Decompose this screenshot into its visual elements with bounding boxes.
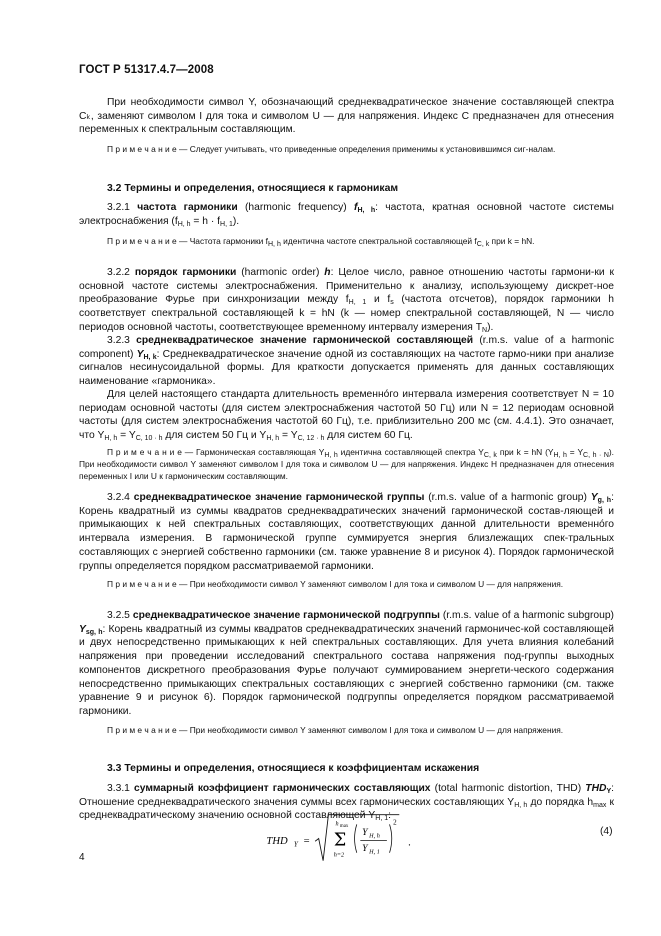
term-3-2-2-definition-2: и f	[366, 294, 391, 306]
std-c: для систем 50 Гц и Y	[162, 430, 267, 442]
sub-H1: H, 1	[220, 220, 233, 228]
left-paren	[355, 824, 357, 852]
term-3-2-4	[79, 491, 614, 573]
intro-paragraph: При необходимости символ Y, обозначающий среднеквадратическое значение составляющей спектра Cₖ, заменяют символом I для тока и символом U — для напряжения. Индекс C предназначен для отнесения переменных к спектральным составляющим.	[79, 97, 614, 136]
term-3-2-1-name: частота гармоники	[137, 202, 238, 213]
sub-Hh-6: H, h	[553, 452, 567, 459]
std-b: = Y	[117, 430, 136, 442]
term-3-3-1-symbol: THD	[585, 783, 607, 794]
term-3-3-1-definition-3: к среднеквадратическому значению основной составляющей Y	[79, 796, 615, 822]
term-3-2-1-english: (harmonic frequency)	[244, 202, 347, 213]
term-3-2-2-definition-3: (частота отсчетов), порядок гармоники h соответствует спектральной составляющей k = hN (k — номер спектральной составляющей, N — число периодов основной частоты, соответствующее временному интервалу измерения T	[79, 294, 614, 333]
term-3-2-2-symbol: h	[324, 267, 331, 278]
fraction-numerator: Y	[362, 827, 368, 839]
page-number: 4	[79, 852, 85, 863]
term-3-2-1-definition-2: = h · f	[190, 215, 221, 227]
sub-CkN: C, h · N	[583, 452, 609, 459]
formula-lhs-sub: Y	[293, 840, 298, 849]
fraction-denominator-sub: H, 1	[369, 848, 380, 856]
fraction-numerator-sub: H, h	[369, 832, 380, 840]
term-3-2-5-definition: : Корень квадратный из суммы квадратов среднеквадратических значений гармоничес-кой составляющей и двух непосредственно примыкающих к ней спектральных составляющих. Для учета влияния колебаний напряжения при проведении исследований спектрального состава напряжения под-группы выходных компонентов дискретного преобразования Фурье получают суммированием энергети-ческого содержания непосредственно примыкающих спектральных составляющих с энергией собственно гармоники (см. также уравнение 9 и рисунок 6). Порядок гармонической подгруппы определяется порядком рассматриваемой гармоники.	[79, 623, 614, 717]
term-3-3-1-definition: : Отношение среднеквадратического значения суммы всех гармонических составляющих Y	[79, 783, 614, 808]
term-3-2-1-number: 3.2.1	[107, 202, 130, 213]
sum-sign: Σ	[333, 830, 347, 851]
equation-number: (4)	[600, 826, 613, 837]
term-3-2-5	[79, 609, 614, 719]
sub-Hh: H, h	[177, 220, 191, 228]
sub-Hh-4: H, h	[266, 435, 280, 443]
sub-H1-2: H, 1	[348, 299, 367, 307]
sub-max: max	[593, 801, 607, 809]
term-3-2-2-english: (harmonic order)	[241, 267, 320, 278]
term-3-2-4-name: среднеквадратическое значение гармонической группы	[133, 492, 425, 503]
page-header: ГОСТ Р 51317.4.7—2008	[79, 64, 214, 76]
standard-duration-paragraph	[79, 388, 614, 443]
formula-lhs: THD	[266, 835, 288, 847]
note-3-2-1-c: при k = hN.	[489, 236, 535, 246]
term-3-2-3-definition: : Среднеквадратическое значение одной из составляющих на частоте гармо-ники при анализе сигналов несинусоидальной формы. Для краткости допускается применять для данных составляющих наименование «гармоника».	[79, 348, 614, 388]
term-3-2-3-number: 3.2.3	[107, 335, 130, 346]
term-3-2-2-number: 3.2.2	[107, 267, 130, 278]
fraction-denominator: Y	[362, 842, 368, 854]
note-3-2-1-b: идентична частоте спектральной составляющей f	[280, 236, 477, 246]
sub-Ck-2: C, k	[483, 452, 497, 459]
term-3-2-3-symbol-sub: H, k	[143, 353, 157, 361]
nh-a: П р и м е ч а н и е — Гармоническая составляющая Y	[107, 447, 325, 457]
intro-note: П р и м е ч а н и е — Следует учитывать, что приведенные определения применимы к установившимся сиг-налам.	[107, 144, 556, 154]
term-3-2-1-definition-3: ).	[232, 215, 240, 227]
std-d: = Y	[279, 430, 298, 442]
term-3-2-5-number: 3.2.5	[107, 610, 130, 621]
term-3-3-1-name: суммарный коэффициент гармонических составляющих	[134, 783, 431, 794]
term-3-2-4-definition: : Корень квадратный из суммы квадратов среднеквадратических значений гармонической состав-ляющей и примыкающих к ней спектральных составляющих, соответствующих данной длительности временно́го интервала измерения. В гармонической группе суммируется энергия близлежащих спек-тральных составляющих с энергией собственно гармоники (см. также уравнение 8 и рисунок 4). Порядок гармонической группы определяется порядком рассматриваемой гармоники.	[79, 492, 614, 572]
section-3-2-heading: 3.2 Термины и определения, относящиеся к гармоникам	[107, 183, 399, 194]
std-e: для систем 60 Гц.	[324, 430, 413, 442]
term-3-2-4-symbol: Y	[590, 492, 598, 503]
term-3-2-2-definition-4: ).	[487, 321, 494, 333]
sub-Hh-2: H, h	[268, 241, 281, 248]
term-3-2-4-number: 3.2.4	[107, 492, 130, 503]
right-paren	[390, 824, 392, 852]
term-3-2-1-definition: : частота, кратная основной частоте системы электроснабжения (f	[79, 202, 614, 227]
term-3-2-5-english: (r.m.s. value of a harmonic subgroup)	[442, 610, 614, 621]
term-3-2-4-symbol-sub: g, h	[597, 497, 612, 504]
sum-upper-sub: max	[339, 824, 349, 830]
sum-lower: h=2	[333, 851, 345, 859]
term-3-2-5-note: П р и м е ч а н и е — При необходимости символ Y заменяют символом I для тока и символом U — для напряжения.	[107, 725, 564, 735]
sqrt-sign	[315, 815, 399, 861]
sub-H1-3: H, 1	[375, 815, 389, 823]
term-3-2-3-symbol: Y	[136, 348, 144, 360]
term-3-2-3	[79, 334, 614, 389]
term-3-2-3-english: (r.m.s. value of a harmonic component)	[79, 335, 614, 360]
term-3-2-1-symbol-sub: H, h	[357, 207, 376, 214]
harmonic-component-note	[79, 446, 614, 483]
nh-d: = Y	[566, 447, 584, 457]
term-3-2-1	[79, 201, 614, 228]
term-3-3-1-definition-4: :	[388, 810, 391, 822]
nh-e: ). При необходимости символ Y заменяют символом I для тока и символом U — для напряжения. Индекс H предназначен для отнесения переменных I или U к гармоническим составляющим.	[79, 447, 615, 482]
term-3-2-2	[79, 266, 614, 335]
sub-Hh-7: H, h	[514, 801, 528, 809]
sub-N: N	[482, 326, 488, 334]
power-2: 2	[393, 818, 397, 827]
term-3-2-2-name: порядок гармоники	[134, 267, 237, 278]
term-3-3-1-symbol-sub: Y	[606, 788, 612, 795]
note-3-2-1-a: П р и м е ч а н и е — Частота гармоники f	[107, 236, 268, 246]
term-3-2-1-symbol: f	[354, 202, 358, 213]
sub-Hh-3: H, h	[104, 435, 118, 443]
term-3-3-1-english: (total harmonic distortion, THD)	[434, 783, 582, 794]
term-3-2-4-note: П р и м е ч а н и е — При необходимости символ Y заменяют символом I для тока и символом U — для напряжения.	[107, 579, 564, 589]
nh-b: идентична составляющей спектра Y	[337, 447, 484, 457]
thd-formula	[255, 812, 455, 874]
formula-equals: =	[303, 835, 310, 847]
section-3-3-heading: 3.3 Термины и определения, относящиеся к коэффициентам искажения	[107, 763, 480, 774]
sub-s: s	[390, 299, 394, 307]
sub-C10h: C, 10 · h	[135, 435, 163, 443]
formula-period: .	[408, 837, 411, 849]
term-3-3-1-number: 3.3.1	[107, 783, 130, 794]
sub-Ck: C, k	[476, 241, 490, 248]
nh-c: при k = hN (Y	[496, 447, 554, 457]
term-3-2-4-english: (r.m.s. value of a harmonic group)	[428, 492, 587, 503]
term-3-2-3-name: среднеквадратическое значение гармонической составляющей	[136, 335, 474, 346]
sub-Hh-5: H, h	[324, 452, 338, 459]
sub-C12h: C, 12 · h	[297, 435, 325, 443]
term-3-2-5-symbol: Y	[79, 623, 86, 635]
std-a: Для целей настоящего стандарта длительность временно́го интервала измерения соответствует N = 10 периодам основной частоты (для систем электроснабжения частотой 50 Гц) или N = 12 периодам основной частоты (для систем электроснабжения частотой 60 Гц), т.е. приблизительно 200 мс (см. 4.4.1). Это означает, что Y	[79, 389, 614, 442]
term-3-3-1-definition-2: до порядка h	[527, 796, 594, 808]
term-3-2-5-symbol-sub: sg, h	[85, 628, 103, 636]
term-3-2-5-name: среднеквадратическое значение гармонической подгруппы	[132, 610, 440, 621]
sum-upper: h	[335, 820, 339, 828]
term-3-2-1-note	[79, 235, 614, 247]
term-3-2-2-definition: : Целое число, равное отношению частоты гармони-ки к основной частоте системы электроснабжения. Применительно к анализу, использующему дискрет-ное преобразование Фурье при синхронизации между f	[79, 267, 614, 306]
